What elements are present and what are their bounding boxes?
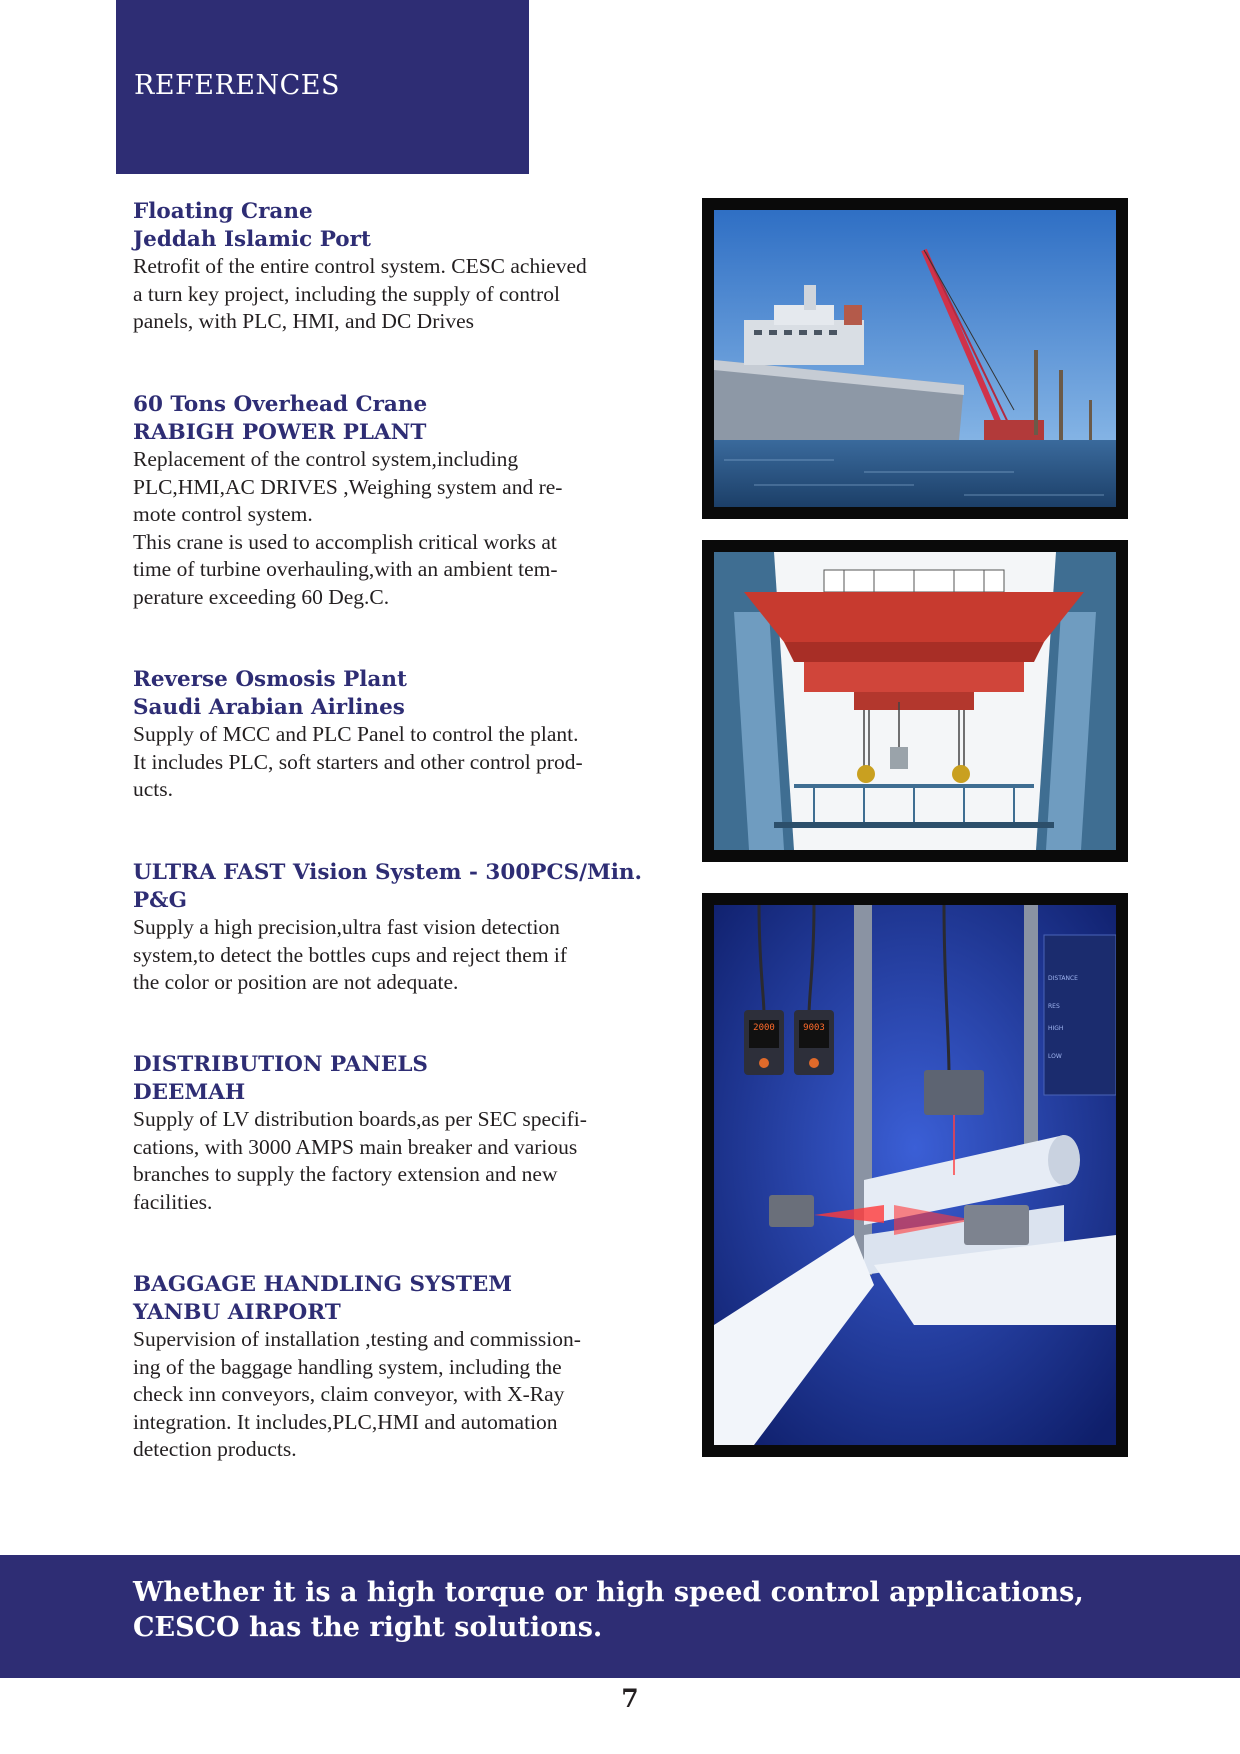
vision-system-illustration [714,905,1116,1445]
screen-label: DISTANCE [1048,975,1078,982]
page-title: REFERENCES [134,70,341,101]
reference-line: Supply a high precision,ultra fast vision detection [133,915,560,939]
header-banner [116,0,529,174]
screen-label: HIGH [1048,1025,1064,1032]
reference-item [133,1271,678,1464]
reference-title: 60 Tons Overhead Crane [133,392,428,417]
reference-line: PLC,HMI,AC DRIVES ,Weighing system and re- [133,474,563,499]
reference-line: perature exceeding 60 Deg.C. [133,584,390,609]
reference-line: mote control system. [133,502,313,526]
reference-item [133,859,678,997]
reference-line: Supply of MCC and PLC Panel to control the plant. [133,722,579,746]
reference-line: Supervision of installation ,testing and commission- [133,1327,581,1351]
reference-line: cations, with 3000 AMPS main breaker and various [133,1134,578,1159]
reference-title: Reverse Osmosis Plant [133,667,407,692]
reference-line: a turn key project, including the supply of control [133,281,560,306]
reference-title: ULTRA FAST Vision System - 300PCS/Min. [133,860,643,885]
overhead-crane-photo [702,540,1128,862]
reference-title: Floating Crane [133,199,313,224]
overhead-crane-illustration [714,552,1116,850]
reference-line: Retrofit of the entire control system. CESC achieved [133,254,587,278]
reference-client: RABIGH POWER PLANT [133,419,427,445]
reference-line: Supply of LV distribution boards,as per SEC specifi- [133,1107,587,1131]
floating-crane-photo [702,198,1128,519]
reference-client: YANBU AIRPORT [133,1299,341,1325]
reference-line: check inn conveyors, claim conveyor, with X-Ray [133,1382,565,1406]
footer-banner [0,1555,1240,1678]
reference-item [133,198,678,336]
reference-item [133,1051,678,1216]
reference-client: Jeddah Islamic Port [133,226,371,252]
reference-title: DISTRIBUTION PANELS [133,1052,428,1077]
vision-system-photo [702,893,1128,1457]
reference-line: the color or position are not adequate. [133,970,459,994]
reference-client: DEEMAH [133,1079,246,1105]
page-number: 7 [621,1684,639,1713]
sensor-readout: 9003 [803,1023,825,1033]
sensor-readout: 2000 [753,1023,775,1033]
floating-crane-illustration [714,210,1116,507]
reference-item [133,391,678,611]
reference-line: ing of the baggage handling system, including the [133,1354,562,1379]
reference-line: detection products. [133,1437,297,1461]
reference-line: It includes PLC, soft starters and other control prod- [133,749,583,774]
reference-line: time of turbine overhauling,with an ambient tem- [133,557,558,581]
reference-title: BAGGAGE HANDLING SYSTEM [133,1272,513,1297]
footer-tagline: Whether it is a high torque or high speed control applications, CESCO has the right solutions. [133,1577,1084,1643]
reference-line: panels, with PLC, HMI, and DC Drives [133,309,474,333]
screen-label: LOW [1048,1053,1062,1060]
reference-line: Replacement of the control system,including [133,447,519,471]
reference-line: integration. It includes,PLC,HMI and automation [133,1409,558,1434]
reference-line: facilities. [133,1189,213,1214]
reference-line: system,to detect the bottles cups and reject them if [133,942,568,967]
screen-label: RES [1048,1003,1060,1010]
reference-client: P&G [133,887,187,913]
reference-item [133,666,678,804]
reference-client: Saudi Arabian Airlines [133,694,405,720]
reference-line: ucts. [133,777,174,801]
reference-line: This crane is used to accomplish critical works at [133,529,557,554]
reference-line: branches to supply the factory extension and new [133,1162,558,1186]
